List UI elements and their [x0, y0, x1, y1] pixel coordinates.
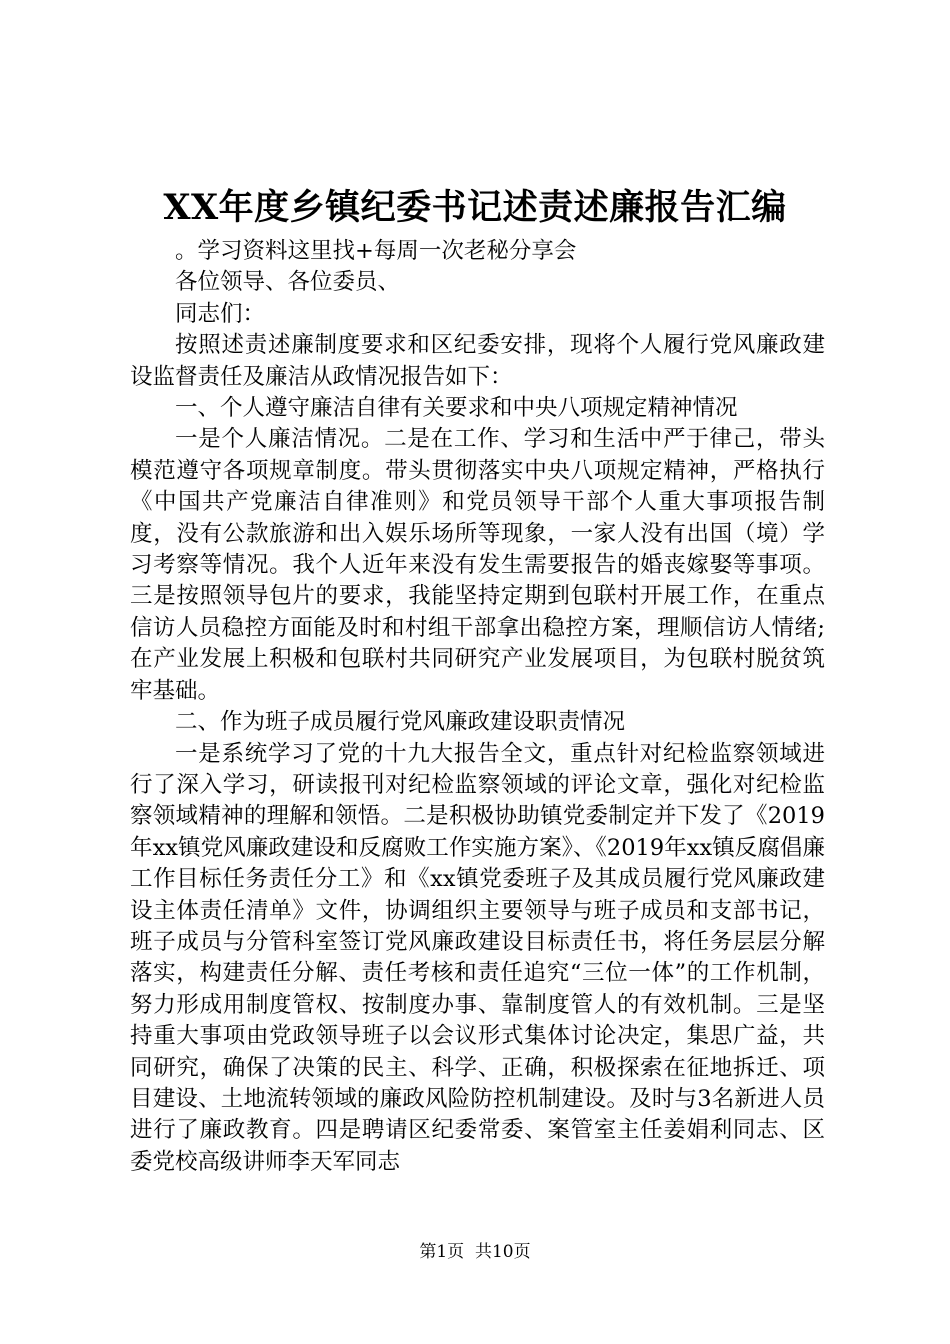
salutation-leaders: 各位领导、各位委员、 [175, 269, 401, 296]
section-heading-1: 一、个人遵守廉洁自律有关要求和中央八项规定精神情况 [175, 395, 738, 422]
page-number: 第1页 共10页 [419, 1242, 531, 1262]
section-2-paragraph: 一是系统学习了党的十九大报告全文，重点针对纪检监察领域进行了深入学习，研读报刊对纪检监察领域的评论文章，强化对纪检监察领域精神的理解和领悟。二是积极协助镇党委制定并下发了《2019年xx镇党风廉政建设和反腐败工作实施方案》、《2019年xx镇反腐倡廉工作目标任务责任分工》和《xx镇党委班子及其成员履行党风廉政建设主体责任清单》文件，协调组织主要领导与班子成员和支部书记，班子成员与分管科室签订党风廉政建设目标责任书，将任务层层分解落实，构建责任分解、责任考核和责任追究“三位一体”的工作机制，努力形成用制度管权、按制度办事、靠制度管人的有效机制。三是坚持重大事项由党政领导班子以会议形式集体讨论决定，集思广益，共同研究，确保了决策的民主、科学、正确，积极探索在征地拆迁、项目建设、土地流转领域的廉政风险防控机制建设。及时与3名新进人员进行了廉政教育。四是聘请区纪委常委、案管室主任姜娟利同志、区委党校高级讲师李天军同志 [130, 740, 825, 1175]
opening-paragraph: 按照述责述廉制度要求和区纪委安排，现将个人履行党风廉政建设监督责任及廉洁从政情况报告如下： [130, 332, 825, 390]
page-footer [0, 1240, 950, 1264]
document-title: XX年度乡镇纪委书记述责述廉报告汇编 [163, 187, 787, 228]
document-body [130, 236, 825, 1178]
salutation-comrades: 同志们： [175, 300, 266, 327]
section-heading-2: 二、作为班子成员履行党风廉政建设职责情况 [175, 709, 626, 736]
section-1-paragraph: 一是个人廉洁情况。二是在工作、学习和生活中严于律己，带头模范遵守各项规章制度。带头贯彻落实中央八项规定精神，严格执行《中国共产党廉洁自律准则》和党员领导干部个人重大事项报告制度，没有公款旅游和出入娱乐场所等现象，一家人没有出国（境）学习考察等情况。我个人近年来没有发生需要报告的婚丧嫁娶等事项。三是按照领导包片的要求，我能坚持定期到包联村开展工作，在重点信访人员稳控方面能及时和村组干部拿出稳控方案，理顺信访人情绪;在产业发展上积极和包联村共同研究产业发展项目，为包联村脱贫筑牢基础。 [130, 426, 825, 704]
intro-line: 。学习资料这里找+每周一次老秘分享会 [175, 238, 577, 264]
